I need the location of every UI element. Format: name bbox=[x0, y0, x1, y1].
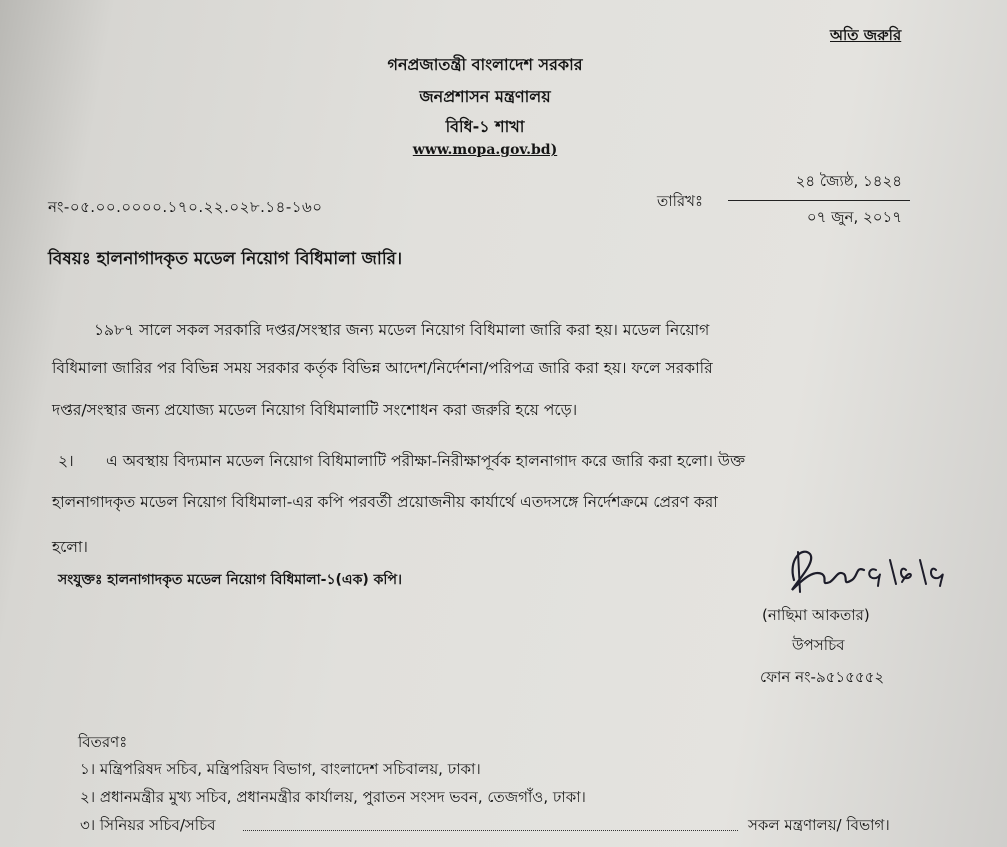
paragraph-1-line-3: দপ্তর/সংস্থার জন্য প্রযোজ্য মডেল নিয়োগ বিধিমালাটি সংশোধন করা জরুরি হয়ে পড়ে। bbox=[52, 401, 578, 419]
distribution-item-1: ১। মন্ত্রিপরিষদ সচিব, মন্ত্রিপরিষদ বিভাগ, বাংলাদেশ সচিবালয়, ঢাকা। bbox=[80, 760, 481, 778]
branch-title: বিধি-১ শাখা bbox=[445, 117, 525, 136]
paragraph-1-line-1: ১৯৮৭ সালে সকল সরকারি দপ্তর/সংস্থার জন্য মডেল নিয়োগ বিধিমালা জারি করা হয়। মডেল নিয়োগ bbox=[94, 321, 710, 339]
paragraph-1-line-2: বিধিমালা জারির পর বিভিন্ন সময় সরকার কর্তৃক বিভিন্ন আদেশ/নির্দেশনা/পরিপত্র জারি করা হয়। ফলে সরকারি bbox=[52, 359, 713, 377]
date-block bbox=[728, 170, 910, 231]
distribution-heading: বিতরণঃ bbox=[78, 733, 128, 751]
paragraph-2-line-3: হলো। bbox=[52, 538, 88, 556]
paragraph-2-line-2: হালনাগাদকৃত মডেল নিয়োগ বিধিমালা-এর কপি পরবর্তী প্রয়োজনীয় কার্যার্থে এতদসঙ্গে নির্দেশক্রমে প্রেরণ করা bbox=[52, 493, 718, 511]
attachment-note: সংযুক্তঃ হালনাগাদকৃত মডেল নিয়োগ বিধিমালা-১(এক) কপি। bbox=[58, 572, 402, 588]
paragraph-2-number: ২। bbox=[58, 452, 74, 470]
urgency-label: অতি জরুরি bbox=[830, 26, 902, 44]
handwritten-signature bbox=[780, 540, 960, 602]
date-bengali: ২৪ জ্যৈষ্ঠ, ১৪২৪ bbox=[728, 170, 910, 201]
date-gregorian: ০৭ জুন, ২০১৭ bbox=[806, 208, 902, 226]
distribution-item-2: ২। প্রধানমন্ত্রীর মুখ্য সচিব, প্রধানমন্ত্রীর কার্যালয়, পুরাতন সংসদ ভবন, তেজগাঁও, ঢাকা। bbox=[80, 788, 586, 806]
dotted-fill-line bbox=[243, 830, 738, 831]
signatory-name: (নাছিমা আকতার) bbox=[762, 606, 870, 624]
ministry-title: জনপ্রশাসন মন্ত্রণালয় bbox=[419, 87, 551, 106]
signatory-designation: উপসচিব bbox=[792, 636, 845, 654]
memo-number: নং-০৫.০০.০০০০.১৭০.২২.০২৮.১৪-১৬০ bbox=[48, 198, 323, 216]
date-label: তারিখঃ bbox=[657, 192, 703, 210]
subject-line: বিষয়ঃ হালনাগাদকৃত মডেল নিয়োগ বিধিমালা জারি। bbox=[48, 249, 403, 269]
paragraph-2-line-1: এ অবস্থায় বিদ্যমান মডেল নিয়োগ বিধিমালাটি পরীক্ষা-নিরীক্ষাপূর্বক হালনাগাদ করে জারি করা হলো। উক্ত bbox=[106, 452, 746, 470]
government-title: গনপ্রজাতন্ত্রী বাংলাদেশ সরকার bbox=[387, 55, 583, 74]
website-link[interactable]: www.mopa.gov.bd) bbox=[412, 142, 558, 158]
distribution-item-3: ৩। সিনিয়র সচিব/সচিব bbox=[80, 816, 216, 834]
signatory-phone: ফোন নং-৯৫১৫৫৫২ bbox=[760, 668, 885, 686]
distribution-item-3-right: সকল মন্ত্রণালয়/ বিভাগ। bbox=[748, 816, 890, 834]
